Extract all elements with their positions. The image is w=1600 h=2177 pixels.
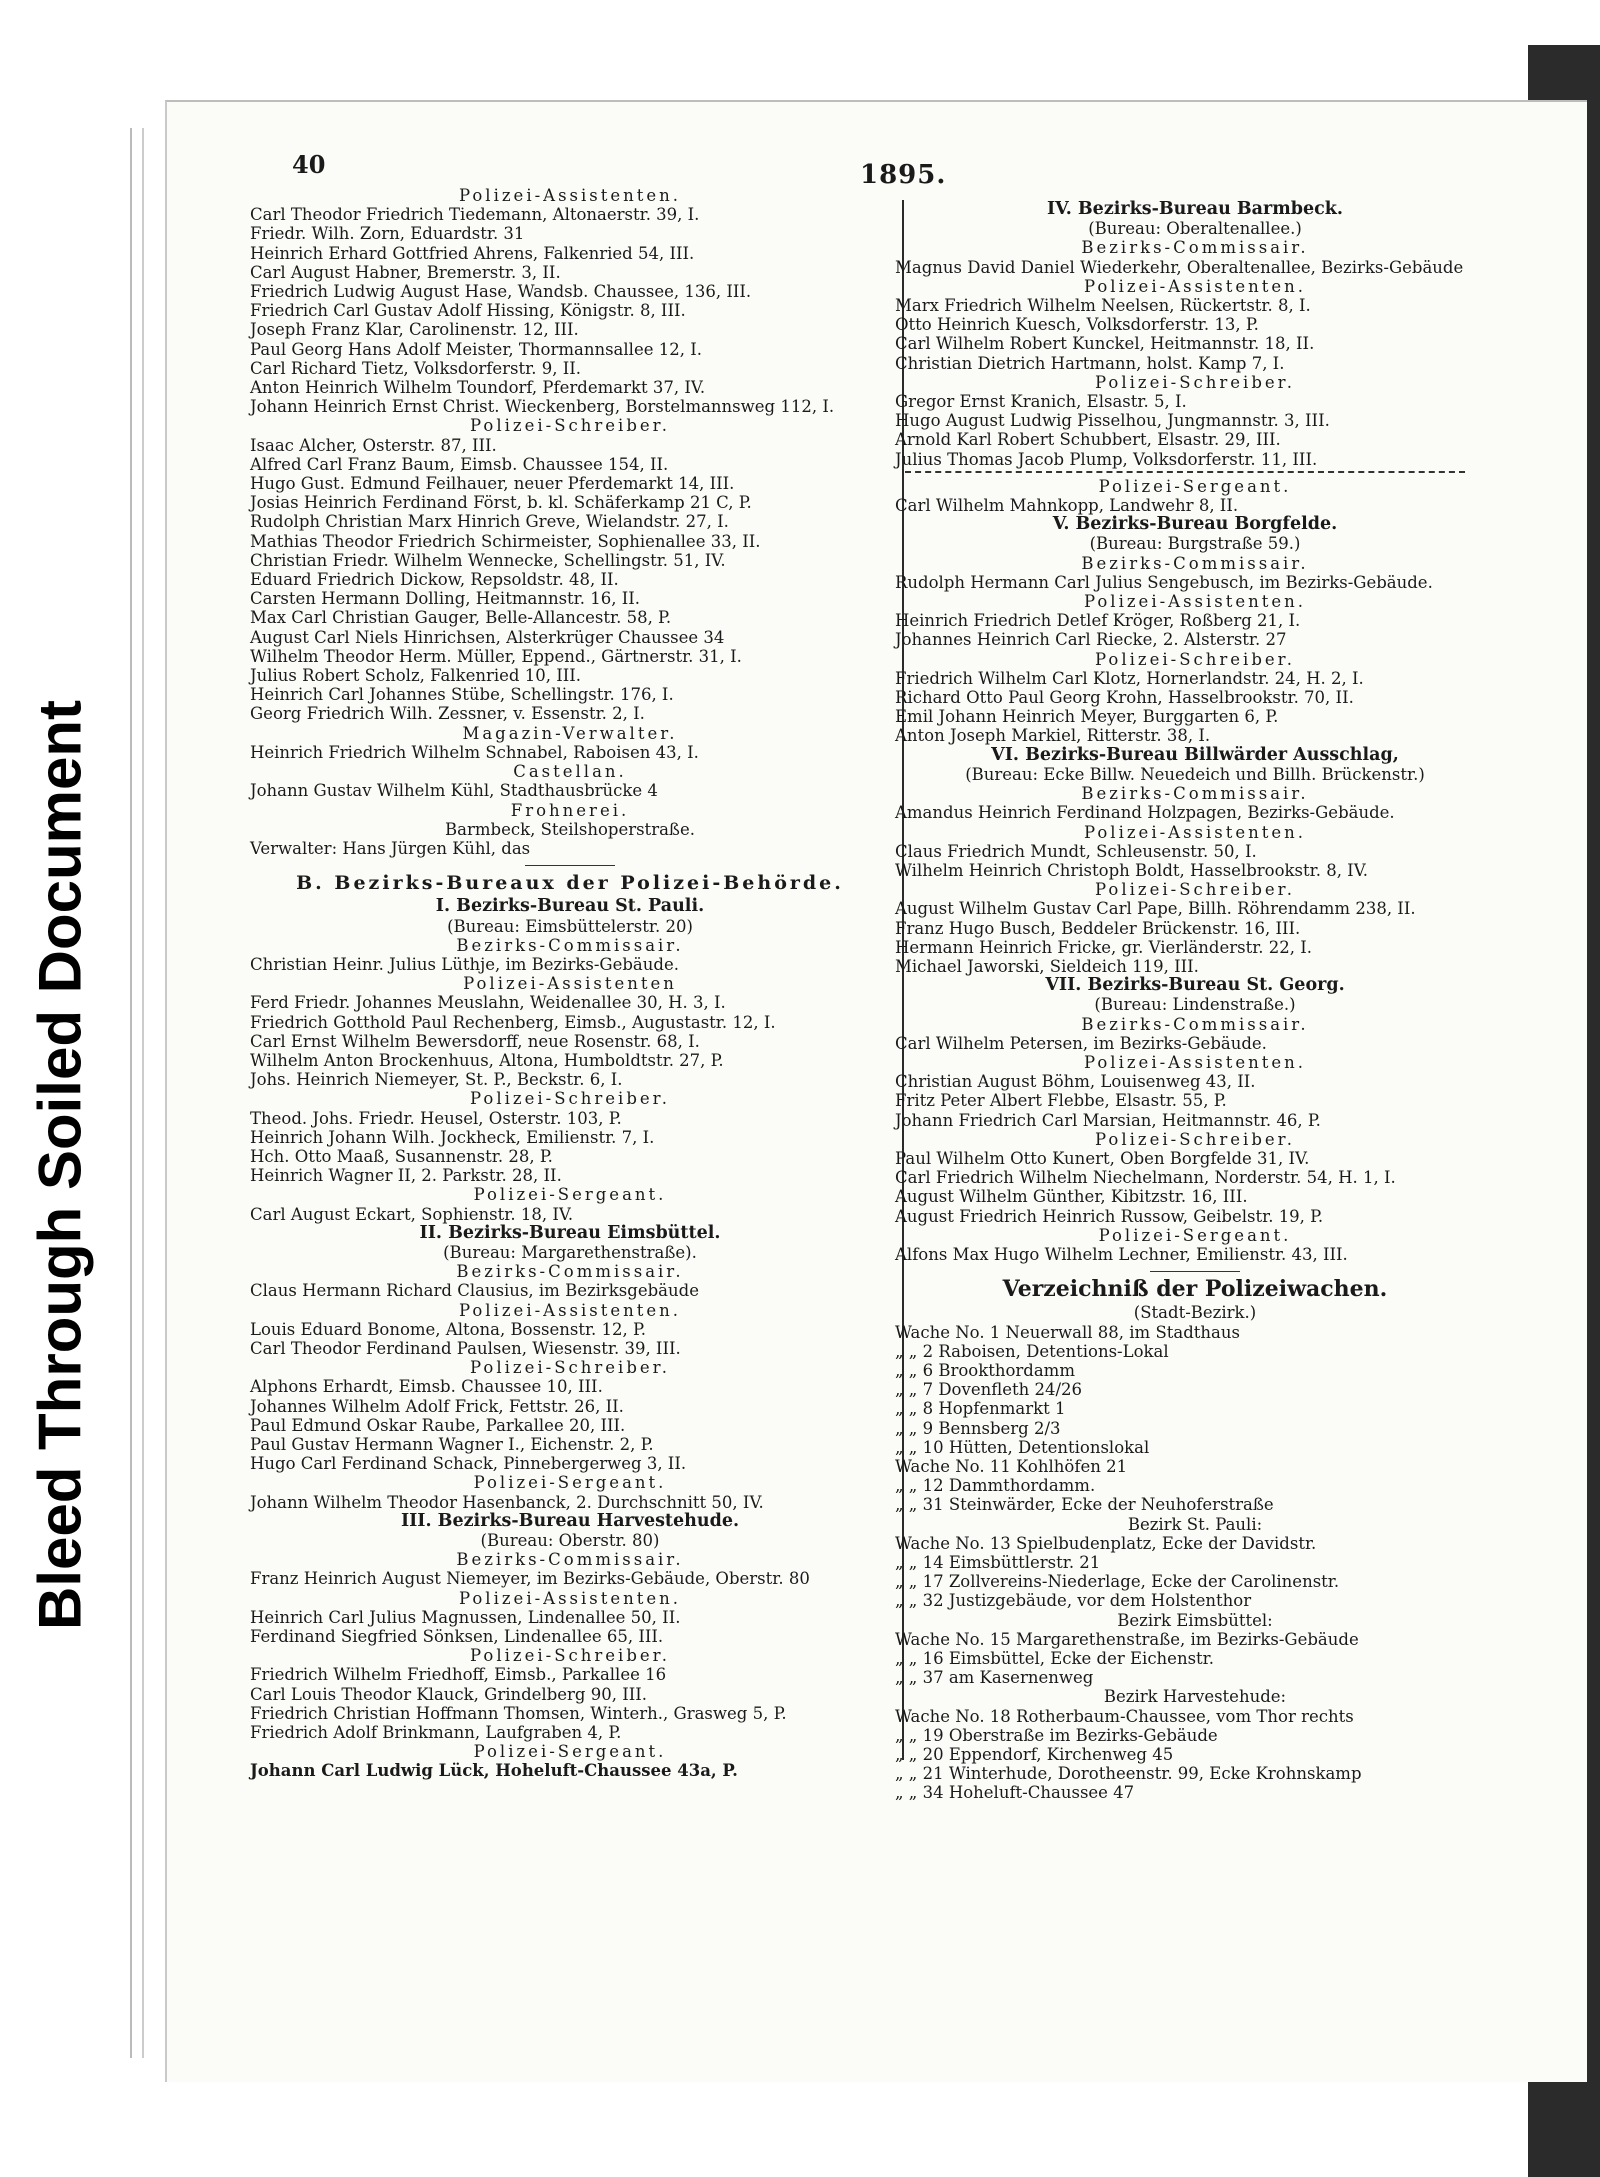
- list-entry: „ „ 16 Eimsbüttel, Ecke der Eichenstr.: [895, 1649, 1214, 1669]
- list-entry: Ferdinand Siegfried Sönksen, Lindenallee 65, III.: [250, 1627, 664, 1647]
- section-heading: Polizei-Sergeant.: [1098, 476, 1292, 496]
- list-entry: Carl Wilhelm Robert Kunckel, Heitmannstr. 18, II.: [895, 334, 1315, 354]
- list-entry: Carl Ernst Wilhelm Bewersdorff, neue Rosenstr. 68, I.: [250, 1031, 700, 1051]
- list-entry: Johann Heinrich Ernst Christ. Wieckenberg, Borstelmannsweg 112, I.: [250, 397, 835, 417]
- list-entry: „ „ 9 Bennsberg 2/3: [895, 1418, 1061, 1438]
- list-entry: August Carl Niels Hinrichsen, Alsterkrüger Chaussee 34: [250, 627, 725, 647]
- district-heading: Bezirk Harvestehude:: [1103, 1687, 1287, 1707]
- entry-list: [250, 1377, 890, 1473]
- list-entry: Heinrich Carl Julius Magnussen, Lindenallee 50, II.: [250, 1607, 681, 1627]
- entry-list: [895, 1534, 1495, 1611]
- entry-list: [250, 993, 890, 1089]
- list-entry: Friedrich Ludwig August Hase, Wandsb. Chaussee, 136, III.: [250, 282, 752, 302]
- section-heading: Polizei-Assistenten.: [1083, 1052, 1307, 1072]
- bureau-location: (Bureau: Ecke Billw. Neuedeich und Billh. Brückenstr.): [965, 764, 1425, 784]
- list-entry: Carl Richard Tietz, Volksdorferstr. 9, II.: [250, 358, 581, 378]
- list-entry: „ „ 10 Hütten, Detentionslokal: [895, 1437, 1150, 1457]
- entry-list: [895, 899, 1495, 976]
- section-heading: Polizei-Assistenten.: [458, 1300, 682, 1320]
- list-entry: Anton Joseph Markiel, Ritterstr. 38, I.: [895, 726, 1211, 746]
- entry-list: [250, 1665, 890, 1742]
- section-heading: Polizei-Sergeant.: [473, 1473, 667, 1493]
- section-heading: Polizei-Schreiber.: [1095, 880, 1295, 900]
- entry-list: [895, 669, 1495, 746]
- list-entry: „ „ 2 Raboisen, Detentions-Lokal: [895, 1341, 1169, 1361]
- entry: Magnus David Daniel Wiederkehr, Oberaltenallee, Bezirks-Gebäude: [895, 257, 1464, 277]
- list-entry: Paul Georg Hans Adolf Meister, Thormannsallee 12, I.: [250, 339, 702, 359]
- list-entry: Carsten Hermann Dolling, Heitmannstr. 16, II.: [250, 589, 641, 609]
- section-heading: Castellan.: [513, 762, 627, 782]
- section-heading: Polizei-Assistenten.: [458, 186, 682, 205]
- list-entry: „ „ 21 Winterhude, Dorotheenstr. 99, Ecke Krohnskamp: [895, 1764, 1362, 1784]
- list-entry: Paul Wilhelm Otto Kunert, Oben Borgfelde 31, IV.: [895, 1148, 1310, 1168]
- bureau-title: II. Bezirks-Bureau Eimsbüttel.: [419, 1222, 721, 1243]
- list-entry: Wache No. 15 Margarethenstraße, im Bezirks-Gebäude: [895, 1629, 1359, 1649]
- list-entry: Max Carl Christian Gauger, Belle-Allancestr. 58, P.: [250, 608, 672, 628]
- list-entry: Michael Jaworski, Sieldeich 119, III.: [895, 956, 1199, 976]
- page-edge-lines: [130, 128, 144, 2058]
- section-heading: Bezirks-Commissair.: [456, 935, 684, 955]
- list-entry: Louis Eduard Bonome, Altona, Bossenstr. 12, P.: [250, 1319, 647, 1339]
- entry-list: [250, 839, 890, 858]
- section-heading: Polizei-Schreiber.: [470, 416, 670, 436]
- list-entry: Otto Heinrich Kuesch, Volksdorferstr. 13, P.: [895, 315, 1259, 335]
- list-entry: Theod. Johs. Friedr. Heusel, Osterstr. 103, P.: [250, 1108, 622, 1128]
- list-entry: Wilhelm Theodor Herm. Müller, Eppend., Gärtnerstr. 31, I.: [250, 646, 742, 666]
- list-entry: Wilhelm Heinrich Christoph Boldt, Hasselbrookstr. 8, IV.: [895, 860, 1368, 880]
- list-entry: Wache No. 11 Kohlhöfen 21: [895, 1457, 1128, 1476]
- separator-rule: [1150, 1271, 1240, 1272]
- list-entry: Carl Theodor Ferdinand Paulsen, Wiesenstr. 39, III.: [250, 1338, 681, 1358]
- section-heading: Polizei-Sergeant.: [473, 1742, 667, 1762]
- entry: Johann Wilhelm Theodor Hasenbanck, 2. Durchschnitt 50, IV.: [250, 1492, 764, 1512]
- list-entry: August Wilhelm Gustav Carl Pape, Billh. Röhrendamm 238, II.: [895, 899, 1416, 919]
- list-entry: Alphons Erhardt, Eimsb. Chaussee 10, III.: [250, 1377, 603, 1397]
- entry-list: [895, 1630, 1495, 1688]
- list-entry: August Wilhelm Günther, Kibitzstr. 16, III.: [895, 1187, 1248, 1207]
- list-entry: Rudolph Christian Marx Hinrich Greve, Wielandstr. 27, I.: [250, 512, 729, 532]
- entry: Johann Carl Ludwig Lück, Hoheluft-Chaussee 43a, P.: [250, 1761, 738, 1781]
- list-entry: Johs. Heinrich Niemeyer, St. P., Beckstr. 6, I.: [250, 1070, 623, 1090]
- bureau-title: IV. Bezirks-Bureau Barmbeck.: [1047, 199, 1343, 219]
- list-entry: August Friedrich Heinrich Russow, Geibelstr. 19, P.: [895, 1206, 1324, 1226]
- bureau-location: (Bureau: Eimsbüttelerstr. 20): [447, 916, 693, 936]
- list-entry: „ „ 37 am Kasernenweg: [895, 1668, 1094, 1688]
- list-entry: Carl Louis Theodor Klauck, Grindelberg 90, III.: [250, 1684, 648, 1704]
- list-entry: Heinrich Erhard Gottfried Ahrens, Falkenried 54, III.: [250, 243, 695, 263]
- list-entry: Wilhelm Anton Brockenhuus, Altona, Humboldtstr. 27, P.: [250, 1050, 724, 1070]
- entry-list: [250, 1109, 890, 1186]
- list-entry: Heinrich Johann Wilh. Jockheck, Emilienstr. 7, I.: [250, 1127, 655, 1147]
- section-heading: Polizei-Schreiber.: [470, 1646, 670, 1666]
- section-heading: Polizei-Assistenten.: [1083, 592, 1307, 612]
- list-entry: Carl Theodor Friedrich Tiedemann, Altonaerstr. 39, I.: [250, 205, 700, 225]
- list-entry: Eduard Friedrich Dickow, Repsoldstr. 48, II.: [250, 570, 619, 590]
- bureau-title: I. Bezirks-Bureau St. Pauli.: [435, 896, 705, 917]
- list-entry: Ferd Friedr. Johannes Meuslahn, Weidenallee 30, H. 3, I.: [250, 993, 726, 1013]
- entry-list: [250, 205, 890, 416]
- entry-list: [250, 743, 890, 762]
- list-entry: Anton Heinrich Wilhelm Toundorf, Pferdemarkt 37, IV.: [250, 378, 706, 398]
- section-heading: Magazin-Verwalter.: [462, 723, 678, 743]
- entry-list: [250, 436, 890, 724]
- list-entry: Johann Gustav Wilhelm Kühl, Stadthausbrücke 4: [250, 781, 658, 801]
- list-entry: „ „ 7 Dovenfleth 24/26: [895, 1380, 1083, 1400]
- list-entry: Claus Friedrich Mundt, Schleusenstr. 50, I.: [895, 841, 1257, 861]
- section-heading: Polizei-Assistenten.: [1083, 276, 1307, 296]
- list-entry: Hugo Gust. Edmund Feilhauer, neuer Pferdemarkt 14, III.: [250, 474, 735, 494]
- section-heading: Polizei-Sergeant.: [1098, 1225, 1292, 1245]
- list-entry: Hugo August Ludwig Pisselhou, Jungmannstr. 3, III.: [895, 411, 1330, 431]
- bureau-title: VII. Bezirks-Bureau St. Georg.: [1045, 975, 1345, 996]
- list-entry: Hermann Heinrich Fricke, gr. Vierländerstr. 22, I.: [895, 937, 1313, 957]
- list-entry: Georg Friedrich Wilh. Zessner, v. Essenstr. 2, I.: [250, 704, 645, 724]
- separator-rule: [525, 865, 615, 866]
- entry: Carl August Eckart, Sophienstr. 18, IV.: [250, 1204, 574, 1224]
- bureau-location: (Bureau: Oberstr. 80): [480, 1531, 660, 1551]
- section-heading: Frohnerei.: [510, 800, 630, 820]
- bureau-location: (Bureau: Margarethenstraße).: [443, 1242, 697, 1262]
- list-entry: Gregor Ernst Kranich, Elsastr. 5, I.: [895, 392, 1187, 412]
- entry: Claus Hermann Richard Clausius, im Bezirksgebäude: [250, 1281, 699, 1301]
- entry-list: [895, 1323, 1495, 1515]
- section-heading: Polizei-Schreiber.: [1095, 372, 1295, 392]
- list-entry: Emil Johann Heinrich Meyer, Burggarten 6, P.: [895, 707, 1279, 727]
- entry-list: [895, 842, 1495, 880]
- list-entry: Wache No. 13 Spielbudenplatz, Ecke der Davidstr.: [895, 1533, 1317, 1553]
- entry: Alfons Max Hugo Wilhelm Lechner, Emilienstr. 43, III.: [895, 1244, 1348, 1264]
- entry: Christian Heinr. Julius Lüthje, im Bezirks-Gebäude.: [250, 954, 679, 974]
- list-entry: Julius Robert Scholz, Falkenried 10, III.: [250, 666, 581, 686]
- list-entry: Christian Friedr. Wilhelm Wennecke, Schellingstr. 51, IV.: [250, 550, 726, 570]
- right-column: [895, 200, 1495, 1803]
- list-entry: Friedrich Carl Gustav Adolf Hissing, Königstr. 8, III.: [250, 301, 686, 321]
- section-heading: Polizei-Schreiber.: [1095, 649, 1295, 669]
- section-heading: Polizei-Schreiber.: [1095, 1129, 1295, 1149]
- bureau-location: (Bureau: Lindenstraße.): [1094, 995, 1296, 1015]
- entry-list: [895, 1149, 1495, 1226]
- list-entry: „ „ 19 Oberstraße im Bezirks-Gebäude: [895, 1725, 1218, 1745]
- list-entry: Johannes Wilhelm Adolf Frick, Fettstr. 26, II.: [250, 1396, 624, 1416]
- bureau-location: (Bureau: Burgstraße 59.): [1089, 534, 1301, 554]
- bureau-title: III. Bezirks-Bureau Harvestehude.: [400, 1510, 740, 1531]
- section-heading: Bezirks-Commissair.: [456, 1550, 684, 1570]
- entry-list: [895, 1072, 1495, 1130]
- entry: Amandus Heinrich Ferdinand Holzpagen, Bezirks-Gebäude.: [895, 803, 1395, 823]
- page-number: 40: [292, 150, 326, 179]
- list-entry: Heinrich Friedrich Detlef Kröger, Roßberg 21, I.: [895, 611, 1301, 631]
- wachen-title: Verzeichniß der Polizeiwachen.: [1002, 1276, 1388, 1303]
- bureau-title: V. Bezirks-Bureau Borgfelde.: [1052, 514, 1338, 535]
- section-b-title: B. Bezirks-Bureaux der Polizei-Behörde.: [296, 872, 844, 895]
- entry-list: [895, 392, 1495, 469]
- list-entry: Friedrich Gotthold Paul Rechenberg, Eimsb., Augustastr. 12, I.: [250, 1012, 776, 1032]
- left-column: [250, 186, 890, 1781]
- list-entry: Julius Thomas Jacob Plump, Volksdorferstr. 11, III.: [895, 449, 1318, 469]
- list-entry: Fritz Peter Albert Flebbe, Elsastr. 55, P.: [895, 1091, 1227, 1111]
- list-entry: Heinrich Carl Johannes Stübe, Schellingstr. 176, I.: [250, 685, 674, 705]
- list-entry: Mathias Theodor Friedrich Schirmeister, Sophienallee 33, II.: [250, 531, 761, 551]
- list-entry: Friedrich Adolf Brinkmann, Laufgraben 4, P.: [250, 1723, 622, 1743]
- list-entry: Johann Friedrich Carl Marsian, Heitmannstr. 46, P.: [895, 1110, 1321, 1130]
- list-entry: Paul Edmund Oskar Raube, Parkallee 20, III.: [250, 1415, 626, 1435]
- list-entry: Arnold Karl Robert Schubbert, Elsastr. 29, III.: [895, 430, 1281, 450]
- section-heading: Polizei-Sergeant.: [473, 1185, 667, 1205]
- entry: Rudolph Hermann Carl Julius Sengebusch, im Bezirks-Gebäude.: [895, 572, 1433, 592]
- side-label-text: Bleed Through Soiled Document: [26, 699, 94, 1631]
- list-entry: Richard Otto Paul Georg Krohn, Hasselbrookstr. 70, II.: [895, 688, 1354, 708]
- list-entry: „ „ 6 Brookthordamm: [895, 1360, 1075, 1380]
- list-entry: Verwalter: Hans Jürgen Kühl, das: [250, 838, 531, 858]
- section-heading: Bezirks-Commissair.: [1081, 238, 1309, 258]
- list-entry: Friedrich Wilhelm Carl Klotz, Hornerlandstr. 24, H. 2, I.: [895, 668, 1364, 688]
- dashed-divider: [905, 471, 1465, 473]
- list-entry: Joseph Franz Klar, Carolinenstr. 12, III.: [250, 320, 579, 340]
- list-entry: Christian Dietrich Hartmann, holst. Kamp 7, I.: [895, 353, 1285, 373]
- entry-list: [895, 611, 1495, 649]
- section-address: Barmbeck, Steilshoperstraße.: [445, 819, 695, 839]
- bureau-title: VI. Bezirks-Bureau Billwärder Ausschlag,: [991, 744, 1399, 765]
- section-heading: Bezirks-Commissair.: [1081, 784, 1309, 804]
- list-entry: Friedr. Wilh. Zorn, Eduardstr. 31: [250, 224, 525, 244]
- section-heading: Polizei-Schreiber.: [470, 1089, 670, 1109]
- entry-list: [895, 296, 1495, 373]
- entry: Franz Heinrich August Niemeyer, im Bezirks-Gebäude, Oberstr. 80: [250, 1569, 810, 1589]
- list-entry: „ „ 17 Zollvereins-Niederlage, Ecke der Carolinenstr.: [895, 1572, 1340, 1592]
- entry: Carl Wilhelm Petersen, im Bezirks-Gebäude.: [895, 1033, 1267, 1053]
- list-entry: „ „ 31 Steinwärder, Ecke der Neuhoferstraße: [895, 1495, 1274, 1515]
- entry-list: [250, 1320, 890, 1358]
- list-entry: Paul Gustav Hermann Wagner I., Eichenstr. 2, P.: [250, 1435, 654, 1454]
- list-entry: „ „ 14 Eimsbüttlerstr. 21: [895, 1553, 1101, 1573]
- list-entry: Hugo Carl Ferdinand Schack, Pinnebergerweg 3, II.: [250, 1454, 687, 1474]
- section-heading: Polizei-Assistenten: [463, 974, 677, 994]
- entry: Carl Wilhelm Mahnkopp, Landwehr 8, II.: [895, 496, 1239, 516]
- entry-list: [895, 1707, 1495, 1803]
- section-heading: Bezirks-Commissair.: [456, 1262, 684, 1282]
- list-entry: Marx Friedrich Wilhelm Neelsen, Rückertstr. 8, I.: [895, 296, 1311, 316]
- list-entry: Carl Friedrich Wilhelm Niechelmann, Norderstr. 54, H. 1, I.: [895, 1168, 1396, 1188]
- list-entry: Christian August Böhm, Louisenweg 43, II.: [895, 1072, 1256, 1092]
- list-entry: Hch. Otto Maaß, Susannenstr. 28, P.: [250, 1146, 553, 1166]
- list-entry: Isaac Alcher, Osterstr. 87, III.: [250, 435, 497, 455]
- wachen-subtitle: (Stadt-Bezirk.): [1133, 1303, 1257, 1323]
- list-entry: Heinrich Wagner II, 2. Parkstr. 28, II.: [250, 1166, 562, 1186]
- district-heading: Bezirk St. Pauli:: [1127, 1514, 1263, 1534]
- list-entry: Alfred Carl Franz Baum, Eimsb. Chaussee 154, II.: [250, 454, 669, 474]
- list-entry: Wache No. 18 Rotherbaum-Chaussee, vom Thor rechts: [895, 1706, 1354, 1726]
- list-entry: Friedrich Wilhelm Friedhoff, Eimsb., Parkallee 16: [250, 1665, 667, 1685]
- bureau-location: (Bureau: Oberaltenallee.): [1088, 219, 1302, 239]
- list-entry: Josias Heinrich Ferdinand Först, b. kl. Schäferkamp 21 C, P.: [250, 493, 752, 513]
- section-heading: Bezirks-Commissair.: [1081, 553, 1309, 573]
- list-entry: Friedrich Christian Hoffmann Thomsen, Winterh., Grasweg 5, P.: [250, 1703, 787, 1723]
- section-heading: Bezirks-Commissair.: [1081, 1014, 1309, 1034]
- list-entry: Wache No. 1 Neuerwall 88, im Stadthaus: [895, 1322, 1240, 1342]
- district-heading: Bezirk Eimsbüttel:: [1117, 1610, 1273, 1630]
- list-entry: Carl August Habner, Bremerstr. 3, II.: [250, 262, 561, 282]
- section-heading: Polizei-Schreiber.: [470, 1358, 670, 1378]
- list-entry: „ „ 32 Justizgebäude, vor dem Holstenthor: [895, 1591, 1252, 1611]
- page-year: 1895.: [860, 160, 947, 190]
- list-entry: Heinrich Friedrich Wilhelm Schnabel, Raboisen 43, I.: [250, 742, 699, 762]
- list-entry: „ „ 34 Hoheluft-Chaussee 47: [895, 1783, 1135, 1803]
- section-heading: Polizei-Assistenten.: [1083, 822, 1307, 842]
- list-entry: „ „ 12 Dammthordamm.: [895, 1476, 1096, 1496]
- list-entry: „ „ 20 Eppendorf, Kirchenweg 45: [895, 1745, 1174, 1765]
- list-entry: Johannes Heinrich Carl Riecke, 2. Alsterstr. 27: [895, 630, 1287, 650]
- section-heading: Polizei-Assistenten.: [458, 1588, 682, 1608]
- list-entry: „ „ 8 Hopfenmarkt 1: [895, 1399, 1066, 1419]
- entry-list: [250, 781, 890, 800]
- list-entry: Franz Hugo Busch, Beddeler Brückenstr. 16, III.: [895, 918, 1301, 938]
- entry-list: [250, 1608, 890, 1646]
